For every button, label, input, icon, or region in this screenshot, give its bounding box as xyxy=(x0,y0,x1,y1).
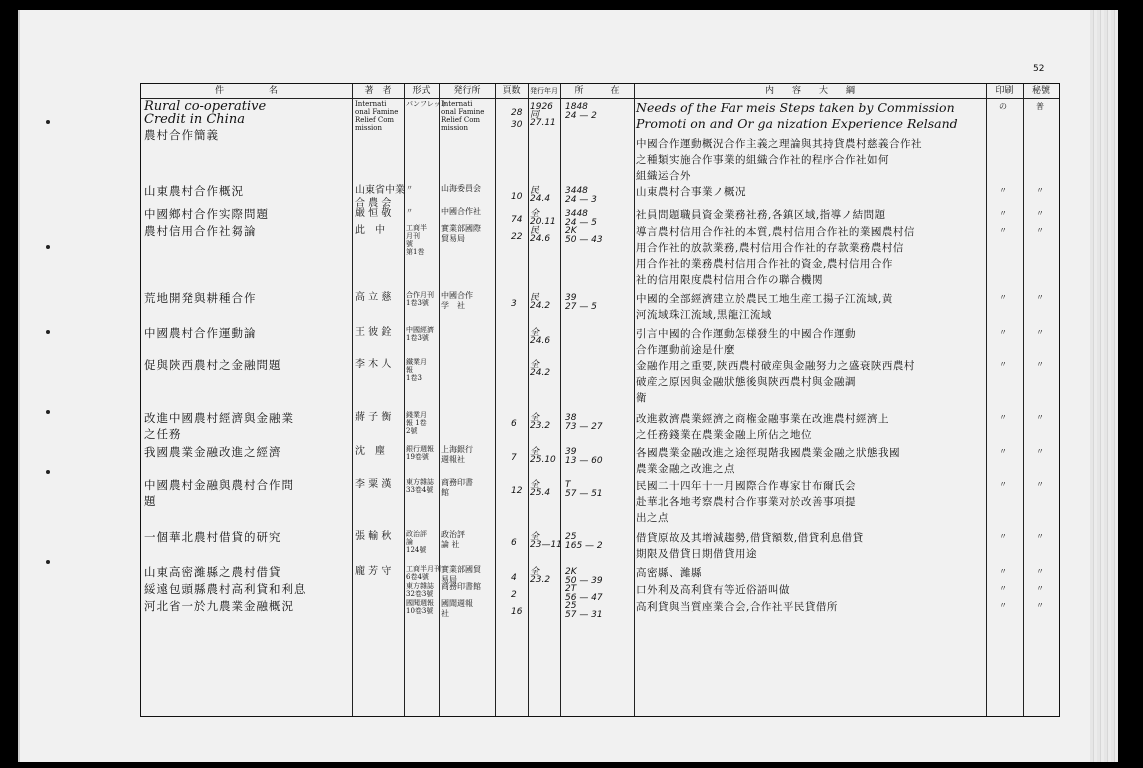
row-serial-mark: 〃 xyxy=(1036,360,1044,369)
row-content: 組織运合外 xyxy=(636,170,691,182)
row-location: 50 — 39 xyxy=(565,576,603,586)
row-title: 中國鄉村合作实際問題 xyxy=(144,207,269,221)
header-print: 印刷 xyxy=(995,86,1014,96)
row-year: 全 xyxy=(530,413,540,423)
column-divider xyxy=(495,84,496,716)
row-location: 56 — 47 xyxy=(565,593,603,603)
row-publisher: 商務印書 xyxy=(441,478,473,487)
row-location: 24 — 5 xyxy=(565,218,597,228)
row-year: 全 xyxy=(530,360,540,370)
row-format: 月刊 xyxy=(406,232,420,240)
row-year: 23.2 xyxy=(530,575,551,585)
row-title: 促與陝西農村之金融問題 xyxy=(144,358,282,372)
row-title: 農村信用合作社芻論 xyxy=(144,224,257,238)
row-format: 工商半 xyxy=(406,224,427,232)
row-title: 山東農村合作概況 xyxy=(144,184,244,198)
row-title_en: Credit in China xyxy=(144,112,245,127)
row-content: 河流域珠江流域,黒龍江流域 xyxy=(636,309,772,321)
row-serial-mark: 〃 xyxy=(1036,567,1044,576)
column-divider xyxy=(634,84,635,716)
row-pages: 30 xyxy=(511,120,523,130)
row-format: 東方雜誌 xyxy=(406,478,434,486)
row-title_en: Rural co-operative xyxy=(144,99,267,114)
row-year: 20.11 xyxy=(530,217,556,227)
row-author: Internati xyxy=(355,100,387,108)
row-content: 借貸原故及其增減趨勢,借貸額数,借貸利息借貸 xyxy=(636,532,864,544)
row-title: 農村合作簡義 xyxy=(144,128,219,142)
row-format: 中國經濟 xyxy=(406,326,434,334)
row-title: 改進中國農村經濟與金融業 xyxy=(144,411,294,425)
row-year: 全 xyxy=(530,209,540,219)
row-format: 1卷3 xyxy=(406,374,422,382)
row-pages: 3 xyxy=(511,299,517,309)
row-format: 〃 xyxy=(406,207,413,215)
row-format: 19卷號 xyxy=(406,453,429,461)
row-year: 23—11 xyxy=(530,540,562,550)
row-year: 民 xyxy=(530,293,540,303)
row-pages: 6 xyxy=(511,538,517,548)
row-title: 綏遠包頭縣農村高利貸和利息 xyxy=(144,582,307,596)
row-print-mark: の xyxy=(999,102,1007,111)
row-author: 王 彼 銓 xyxy=(355,327,392,338)
row-title: 一個華北農村借貸的研究 xyxy=(144,530,282,544)
row-format: 號 xyxy=(406,240,413,248)
row-publisher: 山海委員会 xyxy=(441,184,481,193)
row-format: 報 1卷 xyxy=(406,419,427,427)
row-format: 銀行週報 xyxy=(406,445,434,453)
row-content_en: Promoti on and Or ga nization Experience Relsand xyxy=(636,116,958,131)
row-content: 用合作社的業務農村信用合作社的資金,農村信用合作 xyxy=(636,258,893,270)
row-location: 24 — 2 xyxy=(565,111,597,121)
row-serial-mark: 〃 xyxy=(1036,293,1044,302)
row-format: 論 xyxy=(406,538,413,546)
row-format: 10卷3號 xyxy=(406,607,434,615)
row-location: 57 — 51 xyxy=(565,489,603,499)
row-location: 38 xyxy=(565,413,577,423)
row-author: 蔣 子 衡 xyxy=(355,412,392,423)
row-content: 高密縣、濰縣 xyxy=(636,567,702,579)
row-serial-mark: 〃 xyxy=(1036,601,1044,610)
row-location: 165 — 2 xyxy=(565,541,603,551)
row-pages: 4 xyxy=(511,573,517,583)
row-format: 工商半月刊 xyxy=(406,565,441,573)
row-publisher: 政治評 xyxy=(441,530,465,539)
row-publisher: 實業部國貿 xyxy=(441,565,481,574)
row-location: 39 xyxy=(565,293,577,303)
row-publisher: 論 社 xyxy=(441,540,460,549)
column-divider xyxy=(1023,84,1024,716)
header-location: 所 在 xyxy=(574,86,620,96)
row-author: onal Famine xyxy=(355,108,399,116)
header-content: 内 容 大 綱 xyxy=(764,86,855,96)
row-publisher: 中國合作 xyxy=(441,291,473,300)
row-pages: 2 xyxy=(511,590,517,600)
header-author: 著 者 xyxy=(364,86,392,96)
row-year: 23.2 xyxy=(530,421,551,431)
row-format: 國聞週報 xyxy=(406,599,434,607)
row-pages: 28 xyxy=(511,108,523,118)
row-content: 高利貸與当質座業合会,合作社平民貸借所 xyxy=(636,601,838,613)
row-serial-mark: 〃 xyxy=(1036,209,1044,218)
row-location: 3448 xyxy=(565,186,588,196)
row-format: 鐵業月 xyxy=(406,358,427,366)
row-title: 我國農業金融改進之經濟 xyxy=(144,445,282,459)
column-divider xyxy=(560,84,561,716)
row-location: 39 xyxy=(565,447,577,457)
row-publisher: 週報社 xyxy=(441,455,465,464)
row-content: 導言農村信用合作社的本質,農村信用合作社的業國農村信 xyxy=(636,226,915,238)
row-print-mark: 〃 xyxy=(999,480,1007,489)
row-publisher: Internati xyxy=(441,100,473,108)
row-year: 全 xyxy=(530,447,540,457)
row-print-mark: 〃 xyxy=(999,567,1007,576)
row-author: 沈 塵 xyxy=(355,446,385,457)
row-publisher: 社 xyxy=(441,609,449,618)
row-year: 全 xyxy=(530,328,540,338)
row-print-mark: 〃 xyxy=(999,447,1007,456)
row-content: 之任務錢業在農業金融上所佔之地位 xyxy=(636,429,812,441)
row-format: 1卷3號 xyxy=(406,299,429,307)
row-author: 此 中 xyxy=(355,225,385,236)
row-location: 57 — 31 xyxy=(565,610,603,620)
row-year: 民 xyxy=(530,186,540,196)
row-location: 73 — 27 xyxy=(565,422,603,432)
row-format: 錢業月 xyxy=(406,411,427,419)
row-content: 用合作社的放款業務,農村信用合作社的存款業務農村信 xyxy=(636,242,904,254)
row-pages: 74 xyxy=(511,215,523,225)
row-format: 報 xyxy=(406,366,413,374)
row-serial-mark: 〃 xyxy=(1036,532,1044,541)
row-format: 1卷3號 xyxy=(406,334,429,342)
row-format: 33卷4號 xyxy=(406,486,434,494)
row-year: 24.2 xyxy=(530,301,551,311)
row-location: 27 — 5 xyxy=(565,302,597,312)
column-divider xyxy=(986,84,987,716)
row-content: 出之点 xyxy=(636,512,669,524)
row-print-mark: 〃 xyxy=(999,601,1007,610)
row-print-mark: 〃 xyxy=(999,413,1007,422)
row-serial-mark: 〃 xyxy=(1036,413,1044,422)
row-title: 題 xyxy=(144,494,157,508)
row-format: 合作月刊 xyxy=(406,291,434,299)
row-print-mark: 〃 xyxy=(999,293,1007,302)
row-title: 之任務 xyxy=(144,427,182,441)
row-print-mark: 〃 xyxy=(999,532,1007,541)
row-author: 龐 芳 守 xyxy=(355,566,392,577)
row-author: 合 農 会 xyxy=(355,198,392,209)
row-content: 金融作用之重要,陝西農村破産與金融努力之盛衰陝西農村 xyxy=(636,360,915,372)
row-author: 高 立 慈 xyxy=(355,292,392,303)
row-author: 李 粟 漢 xyxy=(355,479,392,490)
row-print-mark: 〃 xyxy=(999,186,1007,195)
row-print-mark: 〃 xyxy=(999,360,1007,369)
row-author: 李 木 人 xyxy=(355,359,392,370)
row-publisher: mission xyxy=(441,124,469,132)
column-divider xyxy=(352,84,353,716)
row-publisher: Relief Com xyxy=(441,116,481,124)
row-print-mark: 〃 xyxy=(999,226,1007,235)
row-title: 荒地開発與耕種合作 xyxy=(144,291,257,305)
row-location: 25 xyxy=(565,532,577,542)
header-format: 形式 xyxy=(412,86,431,96)
row-publisher: 商務印書館 xyxy=(441,582,481,591)
row-publisher: 中國合作社 xyxy=(441,207,481,216)
row-year: 民 xyxy=(530,226,540,236)
row-publisher: 学 社 xyxy=(441,301,465,310)
binder-hole xyxy=(46,410,50,414)
row-year: 27.11 xyxy=(530,118,556,128)
column-divider xyxy=(528,84,529,716)
page-edge xyxy=(1090,10,1118,762)
binder-hole xyxy=(46,120,50,124)
row-location: 24 — 3 xyxy=(565,195,597,205)
row-title: 中國農村合作運動論 xyxy=(144,326,257,340)
row-pages: 7 xyxy=(511,453,517,463)
row-content: 中國合作運動概況合作主義之理論與其持貸農村慈義合作社 xyxy=(636,138,922,150)
row-serial-mark: 〃 xyxy=(1036,584,1044,593)
row-content: 引言中國的合作運動怎様發生的中國合作運動 xyxy=(636,328,856,340)
row-location: 2K xyxy=(565,226,577,236)
row-year: 1926 xyxy=(530,102,553,112)
row-pages: 22 xyxy=(511,232,523,242)
row-content: 赴華北各地考察農村合作事業对於改善事項提 xyxy=(636,496,856,508)
row-year: 全 xyxy=(530,532,540,542)
row-year: 25.10 xyxy=(530,455,556,465)
row-year: 全 xyxy=(530,480,540,490)
row-title: 河北省一於九農業金融概況 xyxy=(144,599,294,613)
row-content: 衛 xyxy=(636,392,647,404)
ledger-table xyxy=(140,83,1060,717)
row-content: 合作運動前途是什麼 xyxy=(636,344,735,356)
binder-hole xyxy=(46,245,50,249)
row-publisher: 貿易局 xyxy=(441,234,465,243)
row-location: 13 — 60 xyxy=(565,456,603,466)
row-serial-mark: 〃 xyxy=(1036,480,1044,489)
row-publisher: 上海銀行 xyxy=(441,445,473,454)
row-print-mark: 〃 xyxy=(999,328,1007,337)
row-format: 124號 xyxy=(406,546,427,554)
row-content: 改進救濟農業經濟之商権金融事業在改進農村經濟上 xyxy=(636,413,889,425)
row-title: 山東高密濰縣之農村借貸 xyxy=(144,565,282,579)
row-location: 2K xyxy=(565,567,577,577)
header-publisher: 発行所 xyxy=(453,86,481,96)
row-location: 2T xyxy=(565,584,577,594)
row-serial-mark: 普 xyxy=(1036,102,1044,111)
row-serial-mark: 〃 xyxy=(1036,328,1044,337)
row-year: 同 xyxy=(530,110,540,120)
row-author: mission xyxy=(355,124,383,132)
row-format: 2號 xyxy=(406,427,418,435)
header-serial: 秘號 xyxy=(1031,86,1050,96)
binder-hole xyxy=(46,330,50,334)
row-pages: 12 xyxy=(511,486,523,496)
row-content: 山東農村合事業ノ概况 xyxy=(636,186,746,198)
row-content_en: Needs of the Far meis Steps taken by Commission xyxy=(636,100,955,115)
row-year: 24.6 xyxy=(530,234,551,244)
row-format: 東方雜誌 xyxy=(406,582,434,590)
row-author: 山東省中業 xyxy=(355,185,405,196)
row-content: 各國農業金融改進之途徑現階我國農業金融之狀態我國 xyxy=(636,447,900,459)
row-content: 中國的全部經濟建立於農民工地生産工揚子江流域,黄 xyxy=(636,293,893,305)
row-print-mark: 〃 xyxy=(999,584,1007,593)
row-content: 民國二十四年十一月國際合作專家甘布爾氏会 xyxy=(636,480,856,492)
row-year: 全 xyxy=(530,567,540,577)
row-location: 50 — 43 xyxy=(565,235,603,245)
row-year: 24.4 xyxy=(530,194,551,204)
row-pages: 6 xyxy=(511,419,517,429)
binder-hole xyxy=(46,470,50,474)
row-format: 政治評 xyxy=(406,530,427,538)
row-location: 1848 xyxy=(565,102,588,112)
header-pages: 頁数 xyxy=(502,86,521,96)
row-content: 之種類实施合作事業的組織合作社的程序合作社如何 xyxy=(636,154,889,166)
page-number: 52 xyxy=(1033,64,1045,74)
row-year: 24.6 xyxy=(530,336,551,346)
row-publisher: 實業部國際 xyxy=(441,224,481,233)
row-location: 3448 xyxy=(565,209,588,219)
row-serial-mark: 〃 xyxy=(1036,186,1044,195)
row-publisher: 易局 xyxy=(441,575,457,584)
row-format: パンフレット xyxy=(406,100,448,108)
row-author: Relief Com xyxy=(355,116,395,124)
row-print-mark: 〃 xyxy=(999,209,1007,218)
row-location: T xyxy=(565,480,571,490)
row-publisher: 館 xyxy=(441,488,449,497)
row-content: 破産之原因與金融狀態後與陝西農村與金融調 xyxy=(636,376,856,388)
column-divider xyxy=(404,84,405,716)
row-content: 期限及借貸日期借貸用途 xyxy=(636,548,757,560)
row-title: 中國農村金融與農村合作問 xyxy=(144,478,294,492)
row-publisher: onal Famine xyxy=(441,108,485,116)
row-content: 農業金融之改進之点 xyxy=(636,463,735,475)
row-publisher: 國聞週報 xyxy=(441,599,473,608)
row-content: 社員問題職員資金業務社務,各鎮区域,指導ノ結問題 xyxy=(636,209,886,221)
row-author: 嚴 恒 敬 xyxy=(355,208,392,219)
row-location: 25 xyxy=(565,601,577,611)
row-year: 25.4 xyxy=(530,488,551,498)
header-rule xyxy=(141,98,1059,99)
row-content: 社的信用限度農村信用合作の聯合機関 xyxy=(636,274,823,286)
row-serial-mark: 〃 xyxy=(1036,447,1044,456)
row-format: 〃 xyxy=(406,184,413,192)
header-title: 件 名 xyxy=(214,86,278,96)
row-format: 32卷3號 xyxy=(406,590,434,598)
row-author: 張 輸 秋 xyxy=(355,531,392,542)
row-pages: 16 xyxy=(511,607,523,617)
header-year: 発行年月 xyxy=(530,87,558,95)
row-content: 口外利及高利貸有等近俗語叫做 xyxy=(636,584,790,596)
row-pages: 10 xyxy=(511,192,523,202)
column-divider xyxy=(439,84,440,716)
binder-hole xyxy=(46,560,50,564)
row-year: 24.2 xyxy=(530,368,551,378)
row-format: 第1巻 xyxy=(406,248,425,256)
row-serial-mark: 〃 xyxy=(1036,226,1044,235)
row-format: 6卷4號 xyxy=(406,573,429,581)
